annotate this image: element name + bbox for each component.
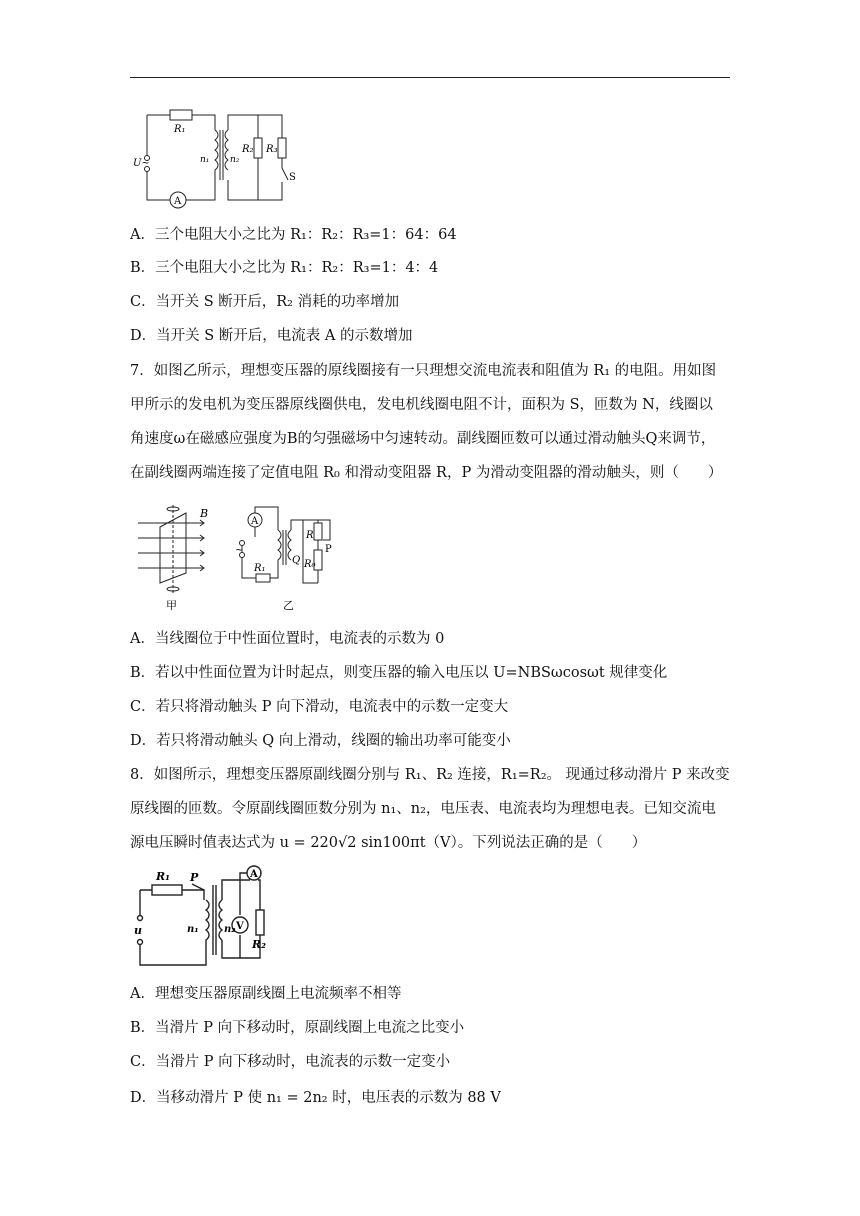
q8-circuit-figure bbox=[130, 860, 280, 975]
q7-option-a: A．当线圈位于中性面位置时，电流表的示数为 0 bbox=[130, 631, 445, 647]
q8-stem-line-2: 原线圈的匝数。令原副线圈匝数分别为 n₁、n₂，电压表、电流表均为理想电表。已知交流电 bbox=[130, 801, 716, 817]
q7-caption-right: 乙 bbox=[283, 599, 294, 612]
q8-label-r1: R₁ bbox=[156, 870, 170, 883]
q6-option-a: A．三个电阻大小之比为 R₁：R₂：R₃=1：64：64 bbox=[130, 227, 457, 243]
q7-label-p: P bbox=[325, 544, 332, 555]
q8-ammeter-label: A bbox=[250, 869, 258, 880]
q6-label-n2: n₂ bbox=[230, 155, 240, 165]
q8-label-n2: n₂ bbox=[224, 924, 236, 935]
q8-option-a: A．理想变压器原副线圈上电流频率不相等 bbox=[130, 986, 402, 1002]
q7-option-d: D．若只将滑动触头 Q 向上滑动，线圈的输出功率可能变小 bbox=[130, 733, 511, 749]
q8-voltmeter-label: V bbox=[236, 921, 244, 932]
q6-label-u: U~ bbox=[133, 158, 150, 169]
q6-label-r3: R₃ bbox=[266, 144, 278, 155]
q8-stem-line-1: 8．如图所示，理想变压器原副线圈分别与 R₁、R₂ 连接，R₁=R₂。 现通过移动滑片 P 来改变 bbox=[130, 767, 730, 783]
q7-label-tilde: ~ bbox=[235, 545, 244, 556]
q7-option-b: B．若以中性面位置为计时起点，则变压器的输入电压以 U=NBSωcosωt 规律变化 bbox=[130, 665, 668, 681]
q8-label-r2: R₂ bbox=[252, 938, 266, 951]
q6-option-b: B．三个电阻大小之比为 R₁：R₂：R₃=1：4：4 bbox=[130, 260, 439, 276]
q7-label-r0: R₀ bbox=[304, 559, 316, 570]
q7-label-q: Q bbox=[292, 555, 301, 566]
q8-stem-line-3: 源电压瞬时值表达式为 u = 220√2 sin100πt（V）。下列说法正确的是（ ） bbox=[130, 835, 647, 851]
q7-label-r1: R₁ bbox=[254, 563, 266, 574]
q6-label-n1: n₁ bbox=[200, 155, 210, 165]
q6-label-r2: R₂ bbox=[242, 144, 254, 155]
q6-option-d: D．当开关 S 断开后，电流表 A 的示数增加 bbox=[130, 328, 413, 344]
q6-label-s: S bbox=[289, 172, 296, 183]
q6-label-r1: R₁ bbox=[174, 124, 186, 135]
q7-stem-line-4: 在副线圈两端连接了定值电阻 R₀ 和滑动变阻器 R，P 为滑动变阻器的滑动触头，则（ ） bbox=[130, 465, 723, 481]
q7-stem-line-3: 角速度ω在磁感应强度为B的匀强磁场中匀速转动。副线圈匝数可以通过滑动触头Q来调节， bbox=[130, 431, 716, 447]
q6-option-c: C．当开关 S 断开后，R₂ 消耗的功率增加 bbox=[130, 294, 400, 310]
q8-option-d: D．当移动滑片 P 使 n₁ = 2n₂ 时，电压表的示数为 88 V bbox=[130, 1090, 501, 1106]
q8-label-p: P bbox=[190, 871, 199, 884]
q7-stem-line-1: 7．如图乙所示，理想变压器的原线圈接有一只理想交流电流表和阻值为 R₁ 的电阻。用如图 bbox=[130, 363, 717, 379]
q7-label-r: R bbox=[306, 530, 314, 541]
q8-option-b: B．当滑片 P 向下移动时，原副线圈上电流之比变小 bbox=[130, 1020, 465, 1036]
q8-option-c: C．当滑片 P 向下移动时，电流表的示数一定变小 bbox=[130, 1054, 451, 1070]
q8-label-u: u bbox=[134, 924, 142, 937]
q6-ammeter-label: A bbox=[174, 196, 182, 207]
header-rule bbox=[130, 77, 730, 78]
q7-label-b: B bbox=[200, 507, 209, 520]
q7-stem-line-2: 甲所示的发电机为变压器原线圈供电，发电机线圈电阻不计，面积为 S，匝数为 N，线圈以 bbox=[130, 397, 713, 413]
q7-ammeter-label: A bbox=[251, 516, 259, 527]
q7-figure bbox=[130, 505, 360, 615]
q6-circuit-figure bbox=[130, 100, 310, 220]
q7-option-c: C．若只将滑动触头 P 向下滑动，电流表中的示数一定变大 bbox=[130, 699, 509, 715]
q8-label-n1: n₁ bbox=[187, 924, 199, 935]
q7-caption-left: 甲 bbox=[166, 599, 177, 612]
